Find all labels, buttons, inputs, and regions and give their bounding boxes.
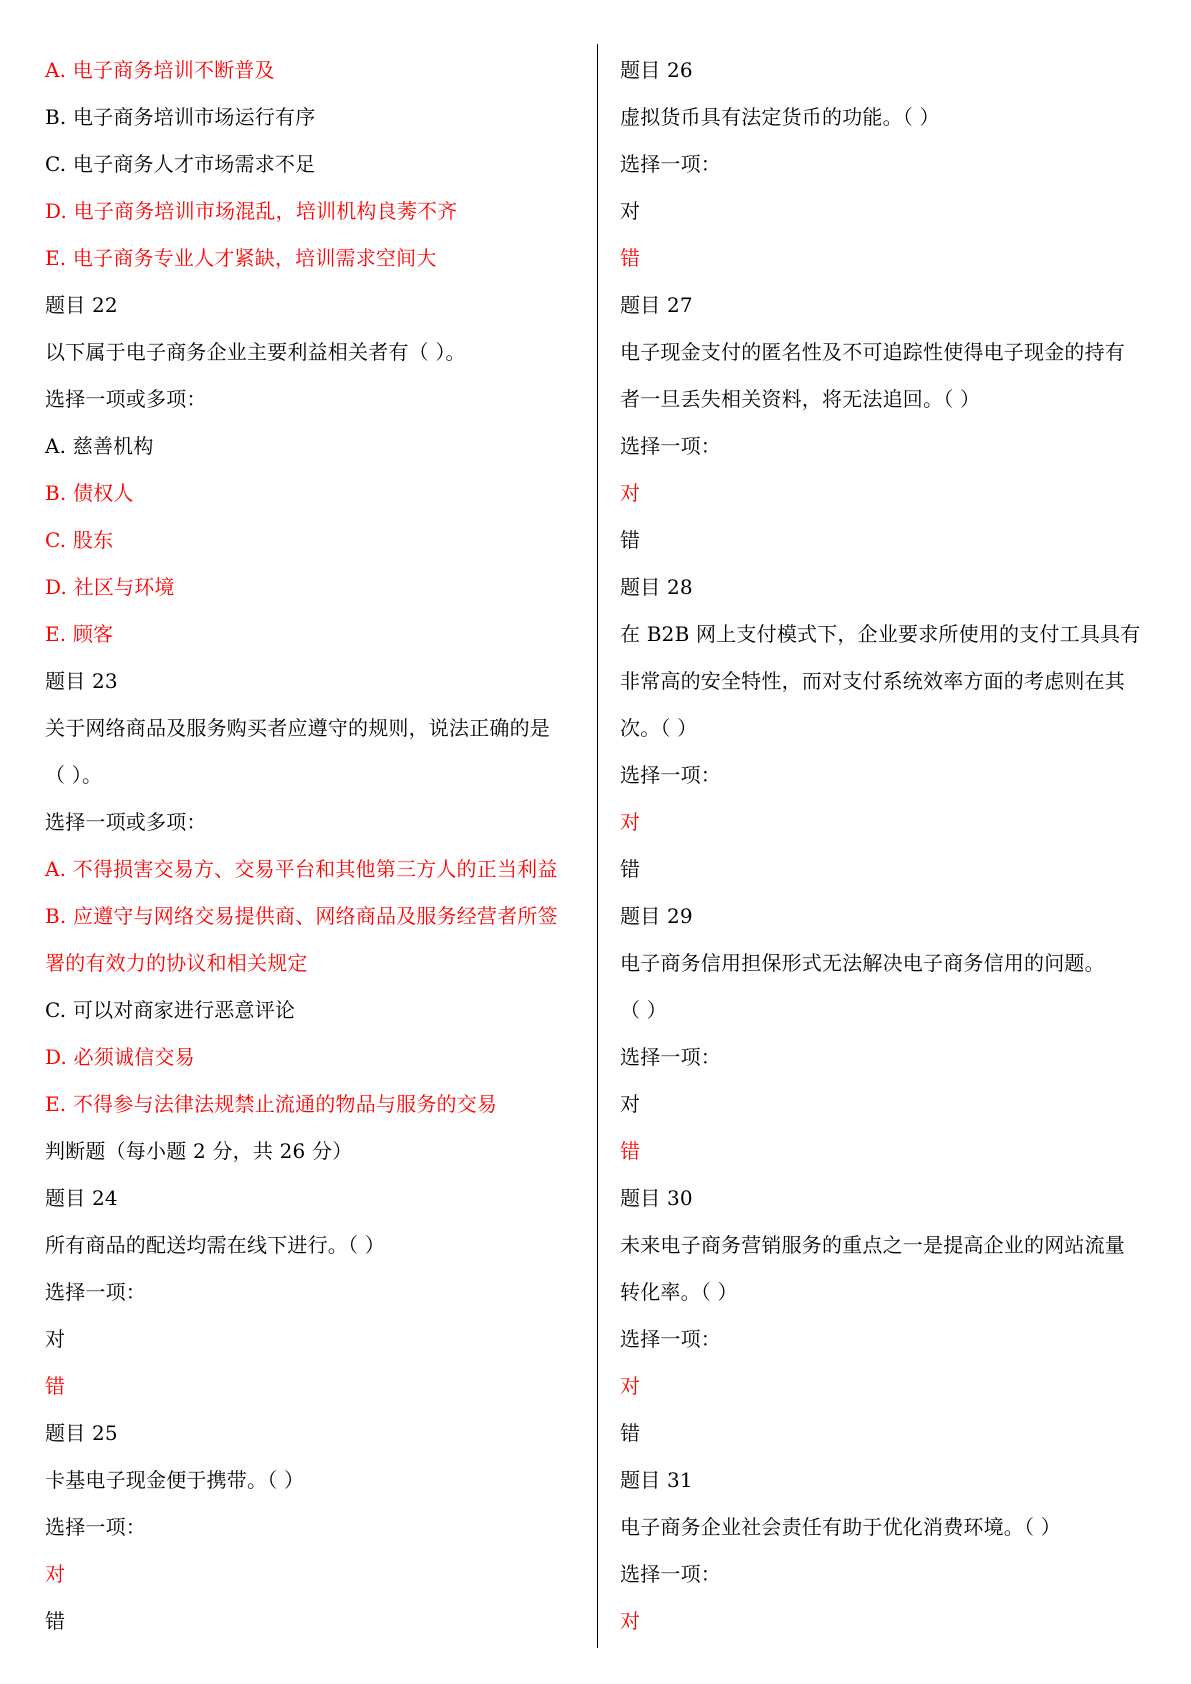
answer-line: E. 不得参与法律法规禁止流通的物品与服务的交易 — [45, 1092, 498, 1116]
answer-line: 错 — [620, 1139, 641, 1163]
answer-line: 对 — [45, 1562, 66, 1586]
text-line: 选择一项： — [45, 1280, 146, 1304]
answer-line: 错 — [620, 246, 641, 270]
text-line: 选择一项： — [620, 152, 721, 176]
text-line: 选择一项或多项： — [45, 387, 207, 411]
text-line: B. 电子商务培训市场运行有序 — [45, 105, 316, 129]
text-line: 电子现金支付的匿名性及不可追踪性使得电子现金的持有 — [620, 340, 1125, 364]
text-line: 题目 28 — [620, 575, 693, 599]
column-divider — [597, 44, 598, 1648]
text-line: 选择一项： — [620, 763, 721, 787]
answer-line: 错 — [45, 1374, 66, 1398]
text-line: 电子商务信用担保形式无法解决电子商务信用的问题。 — [620, 951, 1105, 975]
text-line: 题目 31 — [620, 1468, 693, 1492]
text-line: 转化率。（ ） — [620, 1280, 738, 1304]
answer-line: B. 应遵守与网络交易提供商、网络商品及服务经营者所签 — [45, 904, 558, 928]
text-line: A. 慈善机构 — [45, 434, 154, 458]
answer-line: D. 社区与环境 — [45, 575, 175, 599]
answer-line: 对 — [620, 481, 641, 505]
answer-line: A. 电子商务培训不断普及 — [45, 58, 275, 82]
text-line: 题目 26 — [620, 58, 693, 82]
text-line: 选择一项： — [620, 1562, 721, 1586]
text-line: C. 可以对商家进行恶意评论 — [45, 998, 296, 1022]
text-line: 对 — [45, 1327, 66, 1351]
text-line: 在 B2B 网上支付模式下，企业要求所使用的支付工具具有 — [620, 622, 1141, 646]
text-line: 所有商品的配送均需在线下进行。（ ） — [45, 1233, 385, 1257]
text-line: 判断题（每小题 2 分，共 26 分） — [45, 1139, 353, 1163]
answer-line: A. 不得损害交易方、交易平台和其他第三方人的正当利益 — [45, 857, 558, 881]
right-column — [620, 49, 1160, 1647]
answer-line: D. 必须诚信交易 — [45, 1045, 195, 1069]
text-line: 选择一项： — [45, 1515, 146, 1539]
text-line: 题目 27 — [620, 293, 693, 317]
text-line: 题目 29 — [620, 904, 693, 928]
text-line: 者一旦丢失相关资料，将无法追回。（ ） — [620, 387, 981, 411]
text-line: 错 — [45, 1609, 66, 1633]
text-line: （ ）。 — [45, 763, 103, 787]
text-line: 未来电子商务营销服务的重点之一是提高企业的网站流量 — [620, 1233, 1125, 1257]
text-line: 选择一项： — [620, 434, 721, 458]
text-line: 对 — [620, 1092, 641, 1116]
text-line: 题目 24 — [45, 1186, 118, 1210]
text-line: 选择一项： — [620, 1045, 721, 1069]
answer-line: D. 电子商务培训市场混乱，培训机构良莠不齐 — [45, 199, 458, 223]
answer-line: E. 电子商务专业人才紧缺，培训需求空间大 — [45, 246, 437, 270]
text-line: 对 — [620, 199, 641, 223]
answer-line: C. 股东 — [45, 528, 114, 552]
text-line: 电子商务企业社会责任有助于优化消费环境。（ ） — [620, 1515, 1061, 1539]
answer-line: 对 — [620, 1374, 641, 1398]
text-line: 以下属于电子商务企业主要利益相关者有（ ）。 — [45, 340, 466, 364]
answer-line: 对 — [620, 810, 641, 834]
text-line: 选择一项： — [620, 1327, 721, 1351]
answer-line: B. 债权人 — [45, 481, 134, 505]
text-line: 卡基电子现金便于携带。（ ） — [45, 1468, 305, 1492]
left-column — [45, 49, 590, 1647]
text-line: 错 — [620, 1421, 641, 1445]
answer-line: 对 — [620, 1609, 641, 1633]
text-line: （ ） — [620, 998, 667, 1022]
text-line: 错 — [620, 857, 641, 881]
text-line: C. 电子商务人才市场需求不足 — [45, 152, 316, 176]
text-line: 虚拟货币具有法定货币的功能。（ ） — [620, 105, 940, 129]
text-line: 错 — [620, 528, 641, 552]
text-line: 题目 25 — [45, 1421, 118, 1445]
text-line: 选择一项或多项： — [45, 810, 207, 834]
text-line: 非常高的安全特性，而对支付系统效率方面的考虑则在其 — [620, 669, 1125, 693]
answer-line: 署的有效力的协议和相关规定 — [45, 951, 308, 975]
text-line: 关于网络商品及服务购买者应遵守的规则，说法正确的是 — [45, 716, 550, 740]
answer-line: E. 顾客 — [45, 622, 114, 646]
text-line: 题目 23 — [45, 669, 118, 693]
text-line: 题目 30 — [620, 1186, 693, 1210]
text-line: 题目 22 — [45, 293, 118, 317]
text-line: 次。（ ） — [620, 716, 698, 740]
